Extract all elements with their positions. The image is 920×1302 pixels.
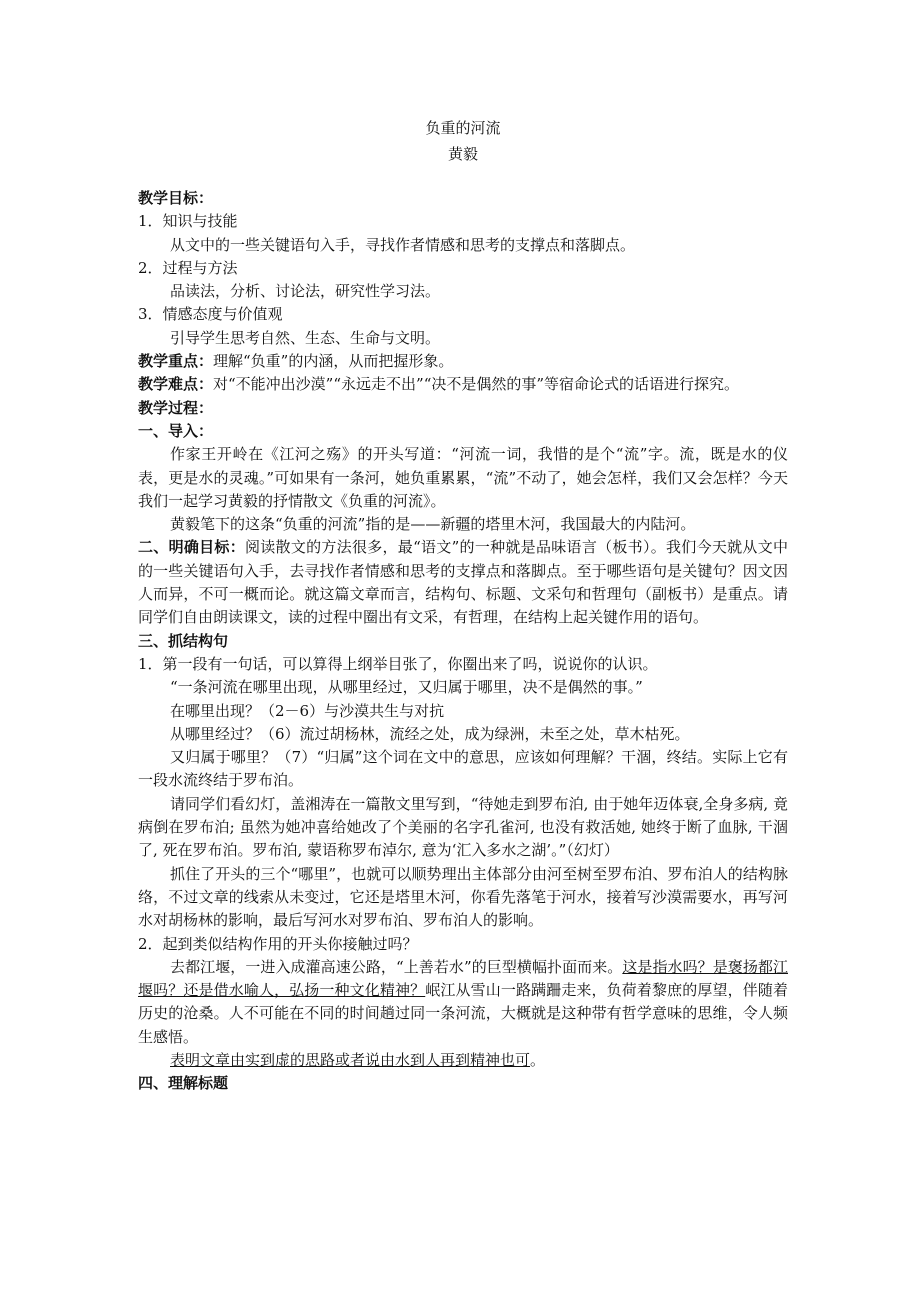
section-3-question-2: 2．起到类似结构作用的开头你接触过吗？ — [138, 934, 418, 953]
section-3-question-1: 1．第一段有一句话，可以算得上纲举目张了，你圈出来了吗，说说你的认识。 — [138, 654, 658, 673]
spacer — [138, 167, 788, 187]
document-body — [138, 115, 788, 1096]
section-2 — [138, 536, 788, 629]
teaching-difficulty-text: 对“不能冲出沙漠”“永远走不出”“决不是偶然的事”等宿命论式的话语进行探究。 — [213, 375, 740, 394]
section-2-text: 阅读散文的方法很多，最“语文”的一种就是品味语言（板书）。我们今天就从文中的一些关键语句入手，去寻找作者情感和思考的支撑点和落脚点。至于哪些语句是关键句？因文因人而异，不可一概而论。就这篇文章而言，结构句、标题、文采句和哲理句（副板书）是重点。请同学们自由朗读课文，读的过程中圈出有文采，有哲理，在结构上起关键作用的语句。 — [138, 538, 788, 627]
section-2-label: 二、明确目标： — [138, 538, 245, 557]
section-1-paragraph-1: 作家王开岭在《江河之殇》的开头写道：“河流一词，我惜的是个“流”字。流，既是水的仪表，更是水的灵魂。”可如果有一条河，她负重累累，“流”不动了，她会怎样，我们又会怎样？今天我们一起学习黄毅的抒情散文《负重的河流》。 — [138, 445, 788, 510]
section-3-p6-rest: 岷江从雪山一路蹒跚走来，负荷着黎庶的厚望，伴随着历史的沧桑。人不可能在不同的时间趟过同一条河流，大概就是这种带有哲学意味的思维，令人频生感悟。 — [138, 981, 788, 1046]
section-3-p6-underlined: 这是指水吗？是褒扬都江堰吗？还是借水喻人，弘扬一种文化精神？ — [138, 957, 788, 1000]
section-3-answer-3: 又归属于哪里？（7）“归属”这个词在文中的意思，应该如何理解？干涸，终结。实际上它有一段水流终结于罗布泊。 — [138, 748, 788, 790]
section-3-answer-1: 在哪里出现？（2－6）与沙漠共生与对抗 — [170, 701, 445, 720]
section-3-paragraph-7 — [138, 1049, 788, 1072]
section-3-p7-underlined: 表明文章由实到虚的思路或者说由水到人再到精神也可 — [170, 1050, 531, 1069]
document-author: 黄毅 — [447, 145, 478, 163]
process-heading: 教学过程： — [138, 398, 214, 417]
objective-1-label: 1．知识与技能 — [138, 212, 238, 231]
section-3-p7-end: 。 — [530, 1050, 546, 1069]
document-title: 负重的河流 — [425, 119, 501, 137]
teaching-focus-text: 理解“负重”的内涵，从而把握形象。 — [213, 352, 454, 371]
teaching-difficulty-label: 教学难点： — [138, 375, 214, 394]
section-4-heading: 四、理解标题 — [138, 1074, 229, 1093]
section-3-paragraph-4: 请同学们看幻灯，盖湘涛在一篇散文里写到，“待她走到罗布泊, 由于她年迈体衰,全身多病, 竟病倒在罗布泊; 虽然为她冲喜给她改了个美丽的名字孔雀河, 也没有救活她, 她终于断了血脉, 干涸了, 死在罗布泊。罗布泊, 蒙语称罗布淖尔, 意为‘汇入多水之湖’。”（幻灯） — [138, 794, 788, 860]
objective-3-label: 3．情感态度与价值观 — [138, 305, 283, 324]
section-3-paragraph-6 — [138, 956, 788, 1049]
section-3-p6-intro: 去都江堰，一进入成灌高速公路，“上善若水”的巨型横幅扑面而来。 — [170, 957, 623, 976]
objective-2-text: 品读法，分析、讨论法，研究性学习法。 — [170, 282, 441, 301]
section-3-heading: 三、抓结构句 — [138, 631, 229, 650]
objective-3-text: 引导学生思考自然、生态、生命与文明。 — [170, 328, 441, 347]
section-1-heading: 一、导入： — [138, 421, 214, 440]
section-3-answer-2: 从哪里经过？（6）流过胡杨林，流经之处，成为绿洲，未至之处，草木枯死。 — [170, 724, 690, 743]
section-1-paragraph-2: 黄毅笔下的这条“负重的河流”指的是——新疆的塔里木河，我国最大的内陆河。 — [170, 515, 696, 534]
teaching-focus — [138, 350, 788, 373]
section-3-quote: “一条河流在哪里出现，从哪里经过，又归属于哪里，决不是偶然的事。” — [170, 678, 643, 697]
teaching-focus-label: 教学重点： — [138, 352, 214, 371]
objective-1-text: 从文中的一些关键语句入手，寻找作者情感和思考的支撑点和落脚点。 — [170, 235, 636, 254]
objective-2-label: 2．过程与方法 — [138, 258, 238, 277]
teaching-difficulty — [138, 373, 788, 396]
section-3-paragraph-5: 抓住了开头的三个“哪里”，也就可以顺势理出主体部分由河至树至罗布泊、罗布泊人的结构脉络，不过文章的线索从未变过，它还是塔里木河，你看先落笔于河水，接着写沙漠需要水，再写河水对胡杨林的影响，最后写河水对罗布泊、罗布泊人的影响。 — [138, 864, 788, 930]
objectives-heading: 教学目标： — [138, 189, 214, 207]
